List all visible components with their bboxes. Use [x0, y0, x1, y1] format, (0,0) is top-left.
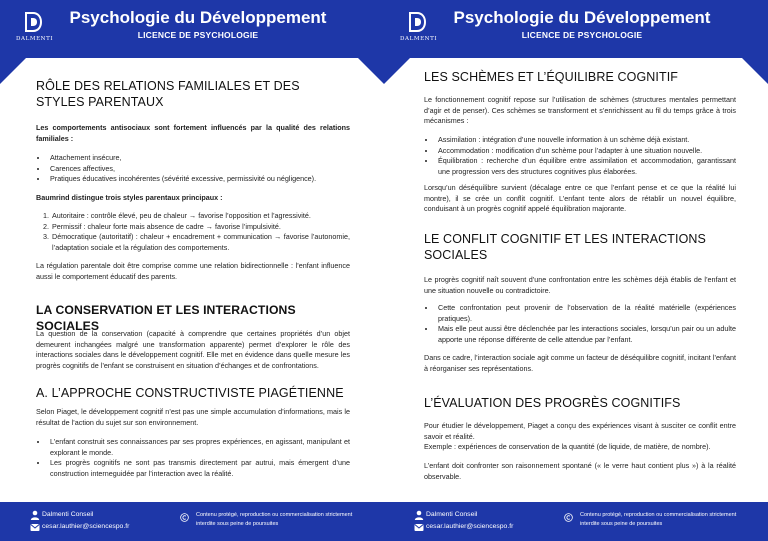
logo-text: DALMENTI	[400, 36, 438, 42]
page-footer	[384, 502, 768, 541]
paragraph: Pour étudier le développement, Piaget a conçu des expériences visant à susciter ce conflit entre savoir et réalité.	[424, 421, 736, 441]
section-title: A. L’APPROCHE CONSTRUCTIVISTE PIAGÉTIENNE	[36, 386, 344, 400]
dalmenti-logo	[400, 10, 438, 42]
header-corner-right	[742, 58, 768, 84]
paragraph: Le fonctionnement cognitif repose sur l’utilisation de schèmes (structures mentales permettant d’agir et de penser). Ces schèmes se transforment et s’enrichissent au fil du temps grâce à trois mécanismes :	[424, 95, 736, 126]
copyright-icon	[564, 513, 573, 522]
footer-name: Dalmenti Conseil	[426, 511, 478, 518]
header-subtitle: LICENCE DE PSYCHOLOGIE	[137, 30, 259, 40]
footer-note-line2: interdite sous peine de poursuites	[580, 521, 663, 527]
list-item: 1. Autoritaire : contrôle élevé, peu de chaleur → favorise l’opposition et l’agressivité.	[51, 211, 350, 222]
header-corner-left	[0, 58, 26, 84]
paragraph: Selon Piaget, le développement cognitif n’est pas une simple accumulation d’informations, mais le résultat de l’action du sujet sur son environnement.	[36, 407, 350, 427]
parenting-styles	[36, 211, 350, 253]
section-title: LA CONSERVATION ET LES INTERACTIONS SOCIALES	[36, 303, 296, 333]
conflict-text	[424, 275, 736, 296]
right-page	[384, 0, 768, 541]
section-title: LE CONFLIT COGNITIF ET LES INTERACTIONS SOCIALES	[424, 232, 706, 262]
header-corner-right	[358, 58, 384, 84]
schemes-text	[424, 95, 736, 127]
mail-icon	[414, 523, 424, 532]
section-conflict	[424, 231, 736, 263]
section-schemes	[424, 69, 736, 85]
paragraph: Lorsqu’un déséquilibre survient (décalage entre ce que l’enfant pense et ce que la réalité lui montre), il se crée un conflit cognitif. L’enfant tente alors de rétablir un nouvel équilibre, conduisant à un progrès cognitif appelé équilibration majorante.	[424, 183, 736, 214]
conflict-bullets	[424, 303, 736, 345]
list-item: • Attachement insécure,	[48, 153, 350, 164]
piaget-bullets	[36, 437, 350, 479]
copyright-icon	[180, 513, 189, 522]
conflict-conclusion	[424, 353, 736, 374]
logo-text: DALMENTI	[16, 36, 54, 42]
paragraph: Exemple : expériences de conservation de la quantité (de liquide, de matière, de nombre).	[424, 442, 711, 452]
family-intro	[36, 123, 350, 144]
paragraph: La question de la conservation (capacité à comprendre que certaines propriétés d’un objet demeurent inchangées malgré une transformation apparente) permet d’explorer le rôle des interactions sociales dans le développement cognitif. Elle met en évidence dans quelle mesure les progrès cognitifs de l’enfant se construisent en situation d’échanges et de confrontations.	[36, 329, 350, 370]
section-title: LES SCHÈMES ET L’ÉQUILIBRE COGNITIF	[424, 70, 679, 84]
header-corner-left	[384, 58, 410, 84]
mail-icon	[30, 523, 40, 532]
footer-note	[196, 511, 376, 529]
list-item: • Équilibration : recherche d’un équilibre entre assimilation et accommodation, garantissant une progression vers des structures cognitives plus élaborées.	[436, 156, 736, 177]
list-item: • L’enfant construit ses connaissances par ses propres expériences, en agissant, manipulant et explorant le monde.	[48, 437, 350, 458]
footer-note	[580, 511, 760, 529]
footer-note-line1: Contenu protégé, reproduction ou commercialisation strictement	[580, 512, 737, 518]
header-title: Psychologie du Développement	[69, 8, 327, 27]
person-icon	[30, 510, 40, 520]
person-icon	[414, 510, 424, 520]
baumrind-heading	[36, 193, 350, 204]
footer-name: Dalmenti Conseil	[42, 511, 94, 518]
piaget-text	[36, 407, 350, 428]
dalmenti-logo	[16, 10, 54, 42]
list-item: • Pratiques éducatives incohérentes (sévérité excessive, permissivité ou négligence).	[48, 174, 350, 185]
baumrind-text: Baumrind distingue trois styles parentaux principaux :	[36, 193, 223, 202]
footer-email[interactable]: cesar.lauthier@sciencespo.fr	[426, 523, 514, 530]
section-family-roles	[36, 78, 350, 110]
footer-note-line1: Contenu protégé, reproduction ou commercialisation strictement	[196, 512, 353, 518]
conservation-text	[36, 329, 350, 371]
section-title: L’ÉVALUATION DES PROGRÈS COGNITIFS	[424, 396, 681, 410]
footer-note-line2: interdite sous peine de poursuites	[196, 521, 279, 527]
paragraph: Le progrès cognitif naît souvent d’une confrontation entre les schèmes déjà établis de l’enfant et une situation nouvelle ou contradictoire.	[424, 275, 736, 295]
schemes-bullets	[424, 135, 736, 177]
page-header	[384, 0, 768, 58]
list-item: • Cette confrontation peut provenir de l’observation de la réalité matérielle (expériences pratiques).	[436, 303, 736, 324]
list-item: • Assimilation : intégration d’une nouvelle information à un schème déjà existant.	[436, 135, 736, 146]
logo-mark-icon	[406, 10, 428, 34]
section-title: RÔLE DES RELATIONS FAMILIALES ET DES STYLES PARENTAUX	[36, 79, 300, 109]
list-item: • Mais elle peut aussi être déclenchée par les interactions sociales, lorsqu’un pair ou un adulte apporte une réponse différente de celle attendue par l’enfant.	[436, 324, 736, 345]
header-subtitle: LICENCE DE PSYCHOLOGIE	[521, 30, 643, 40]
paragraph: L’enfant doit confronter son raisonnement spontané (« le verre haut contient plus ») à la réalité observable.	[424, 461, 736, 481]
list-item: 3. Démocratique (autoritatif) : chaleur + encadrement + communication → favorise l’autonomie, l’adaptation sociale et la régulation des comportements.	[51, 232, 350, 253]
list-item: • Les progrès cognitifs ne sont pas transmis directement par autrui, mais émergent d’une construction interneguidée par l’interaction avec la réalité.	[48, 458, 350, 479]
list-item: • Accommodation : modification d’un schème pour l’adapter à une situation nouvelle.	[436, 146, 736, 157]
family-bullets	[36, 153, 350, 185]
intro-text: Les comportements antisociaux sont fortement influencés par la qualité des relations familiales :	[36, 123, 350, 143]
logo-mark-icon	[22, 10, 44, 34]
paragraph: La régulation parentale doit être comprise comme une relation bidirectionnelle : l’enfant influence aussi le comportement éducatif des parents.	[36, 261, 350, 281]
section-piaget	[36, 385, 350, 401]
list-item: 2. Permissif : chaleur forte mais absence de cadre → favorise l’impulsivité.	[51, 222, 350, 233]
header-title: Psychologie du Développement	[453, 8, 711, 27]
page-header	[0, 0, 384, 58]
family-conclusion	[36, 261, 350, 282]
list-item: • Carences affectives,	[48, 164, 350, 175]
footer-email[interactable]: cesar.lauthier@sciencespo.fr	[42, 523, 130, 530]
evaluation-conclusion	[424, 461, 736, 482]
page-footer	[0, 502, 384, 541]
section-evaluation	[424, 395, 736, 411]
evaluation-text	[424, 421, 736, 453]
paragraph: Dans ce cadre, l’interaction sociale agit comme un facteur de déséquilibre cognitif, incitant l’enfant à réorganiser ses représentations.	[424, 353, 736, 373]
schemes-conclusion	[424, 183, 736, 215]
